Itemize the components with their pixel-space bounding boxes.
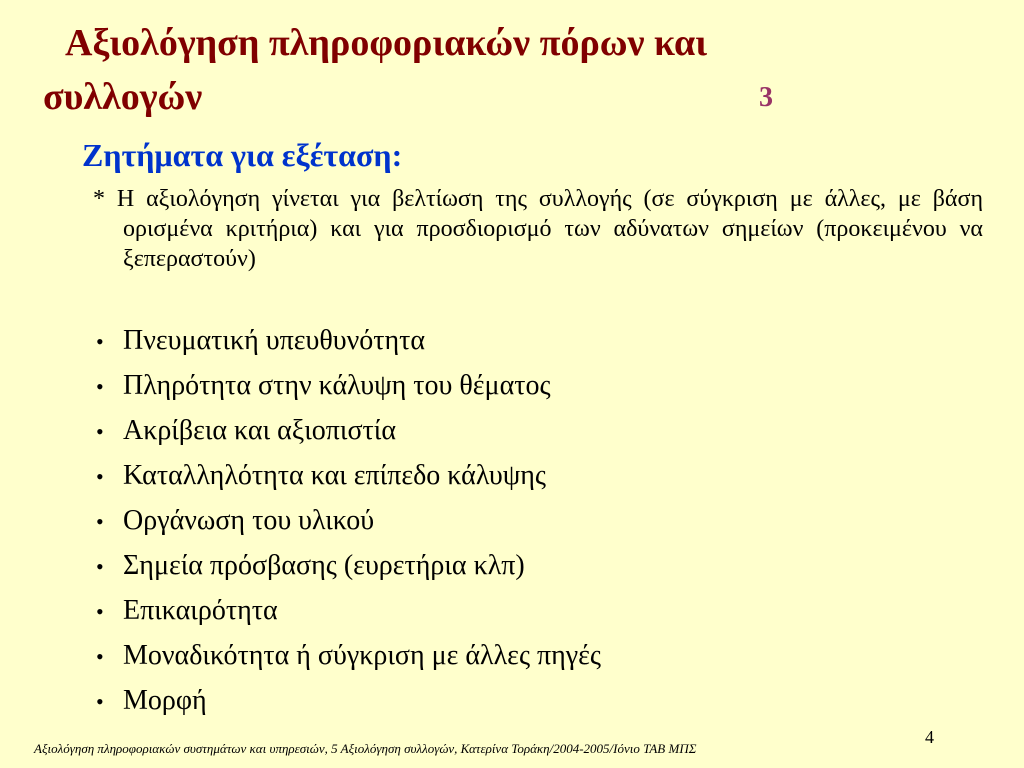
slide-footer: Αξιολόγηση πληροφοριακών συστημάτων και υπηρεσιών, 5 Αξιολόγηση συλλογών, Κατερίνα Τοράκη/2004-2005/Ιόνιο ΤΑΒ ΜΠΣ bbox=[34, 741, 697, 756]
bullet-text: Καταλληλότητα και επίπεδο κάλυψης bbox=[123, 460, 547, 491]
bullet-item bbox=[90, 318, 601, 363]
bullet-text: Ακρίβεια και αξιοπιστία bbox=[123, 415, 397, 446]
bullet-icon: • bbox=[96, 689, 104, 714]
bullet-icon: • bbox=[96, 644, 104, 669]
bullet-item bbox=[90, 453, 601, 498]
bullet-icon: • bbox=[96, 329, 104, 354]
bullet-item bbox=[90, 588, 601, 633]
bullet-icon: • bbox=[96, 374, 104, 399]
bullet-item bbox=[90, 363, 601, 408]
bullet-item bbox=[90, 498, 601, 543]
bullet-text: Μοναδικότητα ή σύγκριση με άλλες πηγές bbox=[123, 640, 602, 671]
slide-subtitle: Ζητήματα για εξέταση: bbox=[82, 137, 403, 173]
bullet-item bbox=[90, 678, 601, 723]
bullet-icon: • bbox=[96, 599, 104, 624]
bullet-text: Σημεία πρόσβασης (ευρετήρια κλπ) bbox=[123, 550, 525, 581]
page-number: 4 bbox=[925, 727, 934, 747]
bullet-text: Επικαιρότητα bbox=[123, 595, 278, 626]
intro-paragraph: * Η αξιολόγηση γίνεται για βελτίωση της συλλογής (σε σύγκριση με άλλες, με βάση ορισμένα κριτήρια) και για προσδιορισμό των αδύνατων σημείων (προκειμένου να ξεπεραστούν) bbox=[93, 186, 983, 272]
bullet-text: Πνευματική υπευθυνότητα bbox=[123, 325, 426, 356]
bullet-item bbox=[90, 408, 601, 453]
bullet-icon: • bbox=[96, 419, 104, 444]
bullet-icon: • bbox=[96, 554, 104, 579]
bullet-list bbox=[90, 318, 601, 723]
title-section-number: 3 bbox=[759, 82, 773, 113]
bullet-item bbox=[90, 633, 601, 678]
bullet-text: Πληρότητα στην κάλυψη του θέματος bbox=[123, 370, 551, 401]
slide-title-line-1: Αξιολόγηση πληροφοριακών πόρων και bbox=[65, 22, 708, 64]
slide-title-line-2: συλλογών bbox=[43, 76, 203, 118]
bullet-item bbox=[90, 543, 601, 588]
bullet-text: Μορφή bbox=[123, 685, 207, 716]
bullet-icon: • bbox=[96, 464, 104, 489]
bullet-text: Οργάνωση του υλικού bbox=[123, 505, 375, 536]
bullet-icon: • bbox=[96, 509, 104, 534]
